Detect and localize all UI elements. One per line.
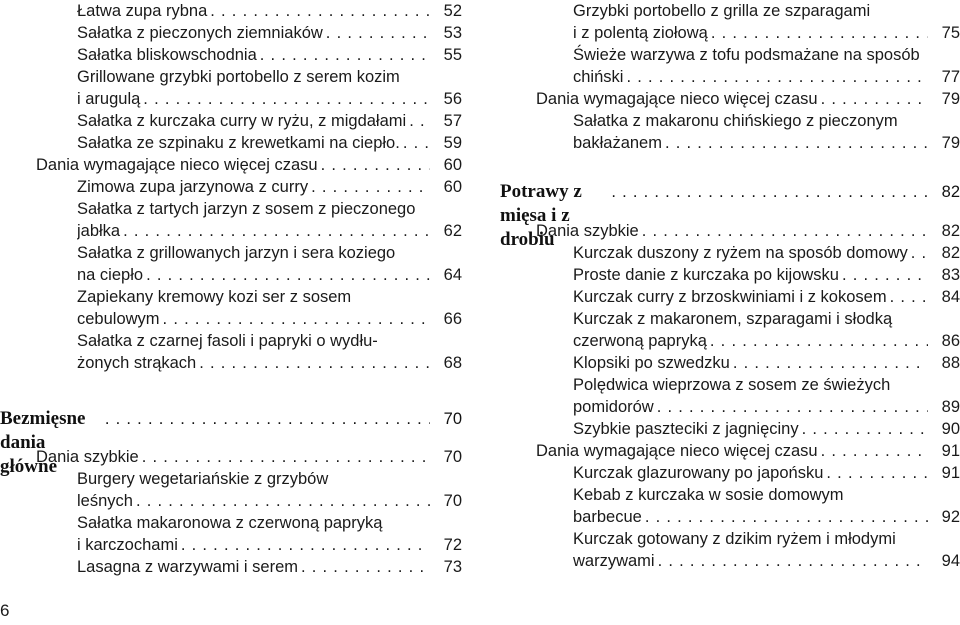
- toc-entry: [77, 110, 462, 132]
- dot-leader: [708, 22, 928, 44]
- toc-page-number: 79: [941, 90, 960, 108]
- dot-leader: [139, 446, 430, 468]
- toc-entry: [573, 528, 960, 572]
- toc-entry: [77, 198, 462, 242]
- toc-entry-text: i z polentą ziołową: [573, 24, 708, 42]
- dot-leader: [257, 44, 430, 66]
- toc-entry-text: Lasagna z warzywami i serem: [77, 558, 298, 576]
- toc-entry-text: Zimowa zupa jarzynowa z curry: [77, 178, 309, 196]
- toc-entry-line: [573, 132, 960, 154]
- toc-page-number: 70: [443, 410, 462, 428]
- toc-entry-text: Szybkie paszteciki z jagnięciny: [573, 420, 799, 438]
- toc-entry-text: Kurczak duszony z ryżem na sposób domowy: [573, 244, 908, 262]
- toc-entry: [573, 352, 960, 374]
- toc-page-number: 91: [941, 464, 960, 482]
- toc-entry-line: [573, 418, 960, 440]
- toc-entry-text: na ciepło: [77, 266, 144, 284]
- toc-entry-text: Sałatka z grillowanych jarzyn i sera koziego: [77, 244, 396, 262]
- toc-page-number: 82: [941, 222, 960, 240]
- toc-entry-text: Dania szybkie: [36, 448, 139, 466]
- toc-page-number: 75: [941, 24, 960, 42]
- toc-entry: [536, 88, 960, 110]
- toc-entry-line: [573, 528, 960, 550]
- toc-entry-text: barbecue: [573, 508, 642, 526]
- dot-leader: [654, 396, 928, 418]
- toc-entry: [77, 468, 462, 512]
- dot-leader: [818, 88, 928, 110]
- toc-heading-text: Potrawy z mięsa i z drobiu: [500, 181, 582, 250]
- toc-entry-text: Grillowane grzybki portobello z serem kozim: [77, 68, 400, 86]
- dot-leader: [655, 550, 928, 572]
- dot-leader: [839, 264, 928, 286]
- toc-page-number: 53: [443, 24, 462, 42]
- toc-entry-text: bakłażanem: [573, 134, 662, 152]
- toc-page-number: 73: [443, 558, 462, 576]
- dot-leader: [120, 220, 430, 242]
- toc-entry-text: Łatwa zupa rybna: [77, 2, 208, 20]
- toc-page-number: 94: [941, 552, 960, 570]
- toc-entry: [77, 330, 462, 374]
- dot-leader: [400, 132, 430, 154]
- toc-entry-text: Grzybki portobello z grilla ze szparagami: [573, 2, 871, 20]
- dot-leader: [908, 242, 928, 264]
- toc-entry-line: [77, 308, 462, 330]
- toc-entry-line: [573, 484, 960, 506]
- toc-entry: [77, 176, 462, 198]
- toc-entry-line: [573, 396, 960, 418]
- dot-leader: [823, 462, 928, 484]
- toc-entry: [573, 264, 960, 286]
- toc-entry-text: i karczochami: [77, 536, 178, 554]
- dot-leader: [143, 264, 430, 286]
- toc-entry: [536, 220, 960, 242]
- toc-entry-text: Kurczak glazurowany po japońsku: [573, 464, 824, 482]
- toc-page-number: 60: [443, 178, 462, 196]
- toc-entry-line: [77, 352, 462, 374]
- toc-entry-text: Kurczak curry z brzoskwiniami i z kokosem: [573, 288, 887, 306]
- toc-entry-line: [77, 22, 462, 44]
- toc-entry-line: [573, 330, 960, 352]
- toc-entry-line: [536, 220, 960, 242]
- toc-page-number: 88: [941, 354, 960, 372]
- toc-entry-text: czerwoną papryką: [573, 332, 707, 350]
- toc-entry-line: [77, 132, 462, 154]
- toc-entry: [536, 440, 960, 462]
- toc-entry-text: Dania wymagające nieco więcej czasu: [536, 90, 818, 108]
- toc-entry-text: pomidorów: [573, 398, 654, 416]
- toc-entry-line: [573, 308, 960, 330]
- toc-entry-text: Sałatka z pieczonych ziemniaków: [77, 24, 323, 42]
- toc-entry: [573, 0, 960, 44]
- toc-entry-line: [77, 330, 462, 352]
- dot-leader: [639, 220, 928, 242]
- toc-entry: [573, 308, 960, 352]
- toc-entry: [77, 44, 462, 66]
- dot-leader: [140, 88, 430, 110]
- toc-page-number: 59: [443, 134, 462, 152]
- dot-leader: [298, 556, 430, 578]
- toc-entry: [77, 132, 462, 154]
- toc-entry-line: [77, 468, 462, 490]
- toc-page-number: 57: [443, 112, 462, 130]
- toc-entry: [77, 242, 462, 286]
- toc-entry-line: [573, 110, 960, 132]
- toc-page-number: 82: [941, 244, 960, 262]
- toc-entry-text: Sałatka z tartych jarzyn z sosem z pieczonego: [77, 200, 416, 218]
- toc-entry-text: Sałatka z kurczaka curry w ryżu, z migdałami: [77, 112, 407, 130]
- toc-entry: [36, 446, 462, 468]
- dot-leader: [207, 0, 430, 22]
- toc-page-number: 62: [443, 222, 462, 240]
- toc-page-number: 66: [443, 310, 462, 328]
- toc-entry-text: Zapiekany kremowy kozi ser z sosem: [77, 288, 352, 306]
- toc-entry-text: Burgery wegetariańskie z grzybów: [77, 470, 329, 488]
- dot-leader: [730, 352, 928, 374]
- toc-entry-text: i arugulą: [77, 90, 141, 108]
- toc-entry-line: [77, 0, 462, 22]
- dot-leader: [406, 110, 430, 132]
- toc-entry-line: [77, 242, 462, 264]
- toc-entry: [573, 462, 960, 484]
- toc-entry-text: Dania wymagające nieco więcej czasu: [536, 442, 818, 460]
- dot-leader: [707, 330, 928, 352]
- toc-page-number: 70: [443, 492, 462, 510]
- toc-entry-text: cebulowym: [77, 310, 160, 328]
- toc-entry-text: Dania szybkie: [536, 222, 639, 240]
- toc-page-number: 64: [443, 266, 462, 284]
- toc-entry-text: Świeże warzywa z tofu podsmażane na sposób: [573, 46, 920, 64]
- toc-entry-line: [573, 0, 960, 22]
- toc-page-number: 83: [941, 266, 960, 284]
- toc-page-number: 90: [941, 420, 960, 438]
- toc-entry-line: [573, 550, 960, 572]
- toc-entry: [573, 242, 960, 264]
- toc-page-number: 82: [941, 183, 960, 201]
- toc-entry-line: [77, 66, 462, 88]
- toc-entry-text: Dania wymagające nieco więcej czasu: [36, 156, 318, 174]
- toc-page-number: 84: [941, 288, 960, 306]
- toc-entry-line: [36, 154, 462, 176]
- toc-entry: [573, 484, 960, 528]
- toc-page-number: 52: [443, 2, 462, 20]
- toc-entry-line: [77, 490, 462, 512]
- toc-page-number: 86: [941, 332, 960, 350]
- toc-entry-line: [573, 264, 960, 286]
- toc-page-number: 70: [443, 448, 462, 466]
- dot-leader: [133, 490, 430, 512]
- toc-entry-line: [573, 44, 960, 66]
- toc-entry-line: [573, 242, 960, 264]
- toc-entry-line: [536, 88, 960, 110]
- toc-entry-line: [77, 534, 462, 556]
- toc-entry: [77, 286, 462, 330]
- dot-leader: [818, 440, 928, 462]
- toc-page-number: 72: [443, 536, 462, 554]
- toc-entry: [573, 374, 960, 418]
- toc-heading-text: Bezmięsne dania główne: [0, 408, 86, 477]
- dot-leader: [178, 534, 430, 556]
- toc-page-number: 92: [941, 508, 960, 526]
- dot-leader: [623, 66, 928, 88]
- dot-leader: [308, 176, 430, 198]
- toc-entry-text: Kurczak gotowany z dzikim ryżem i młodymi: [573, 530, 896, 548]
- toc-entry-line: [77, 556, 462, 578]
- toc-entry: [573, 286, 960, 308]
- toc-entry-line: [573, 66, 960, 88]
- toc-page-number: 55: [443, 46, 462, 64]
- toc-entry-text: Sałatka bliskowschodnia: [77, 46, 257, 64]
- dot-leader: [662, 132, 928, 154]
- toc-entry-text: Sałatka ze szpinaku z krewetkami na ciepło.: [77, 134, 400, 152]
- toc-entry-text: Kebab z kurczaka w sosie domowym: [573, 486, 844, 504]
- toc-entry-line: [77, 110, 462, 132]
- toc-entry-text: chiński: [573, 68, 624, 86]
- toc-entry: [77, 66, 462, 110]
- toc-page-number: 77: [941, 68, 960, 86]
- toc-entry: [77, 22, 462, 44]
- toc-entry-text: Polędwica wieprzowa z sosem ze świeżych: [573, 376, 891, 394]
- toc-entry-text: Klopsiki po szwedzku: [573, 354, 730, 372]
- toc-entry-line: [573, 286, 960, 308]
- dot-leader: [160, 308, 430, 330]
- toc-entry-line: [573, 352, 960, 374]
- toc-entry-line: [77, 286, 462, 308]
- toc-page-number: 60: [443, 156, 462, 174]
- dot-leader: [799, 418, 928, 440]
- toc-entry-text: Sałatka z makaronu chińskiego z pieczonym: [573, 112, 898, 130]
- dot-leader: [887, 286, 928, 308]
- toc-entry-text: leśnych: [77, 492, 133, 510]
- toc-entry-line: [573, 506, 960, 528]
- toc-entry-text: Kurczak z makaronem, szparagami i słodką: [573, 310, 893, 328]
- toc-entry-line: [77, 44, 462, 66]
- toc-entry-line: [77, 512, 462, 534]
- toc-entry-text: jabłka: [77, 222, 121, 240]
- toc-entry: [77, 556, 462, 578]
- toc-entry-line: [573, 462, 960, 484]
- dot-leader: [196, 352, 430, 374]
- toc-entry-line: [573, 374, 960, 396]
- toc-entry-line: [77, 220, 462, 242]
- toc-entry-line: [536, 440, 960, 462]
- toc-entry-text: Sałatka makaronowa z czerwoną papryką: [77, 514, 383, 532]
- toc-entry-line: [77, 198, 462, 220]
- toc-entry: [573, 418, 960, 440]
- toc-entry-line: [36, 446, 462, 468]
- dot-leader: [318, 154, 430, 176]
- toc-page-number: 68: [443, 354, 462, 372]
- dot-leader: [642, 506, 928, 528]
- toc-entry: [573, 110, 960, 154]
- toc-entry-line: [77, 88, 462, 110]
- toc-page-number: 91: [941, 442, 960, 460]
- toc-entry: [77, 512, 462, 556]
- toc-entry-text: Sałatka z czarnej fasoli i papryki o wydłu-: [77, 332, 378, 350]
- toc-entry-text: warzywami: [573, 552, 655, 570]
- toc-page-number: 56: [443, 90, 462, 108]
- toc-entry-text: żonych strąkach: [77, 354, 197, 372]
- toc-entry: [77, 0, 462, 22]
- dot-leader: [323, 22, 430, 44]
- toc-page-number: 79: [941, 134, 960, 152]
- page-number: 6: [0, 601, 10, 620]
- toc-entry-line: [77, 264, 462, 286]
- toc-entry-line: [77, 176, 462, 198]
- toc-entry: [573, 44, 960, 88]
- toc-entry: [36, 154, 462, 176]
- toc-page-number: 89: [941, 398, 960, 416]
- toc-entry-text: Proste danie z kurczaka po kijowsku: [573, 266, 839, 284]
- toc-entry-line: [573, 22, 960, 44]
